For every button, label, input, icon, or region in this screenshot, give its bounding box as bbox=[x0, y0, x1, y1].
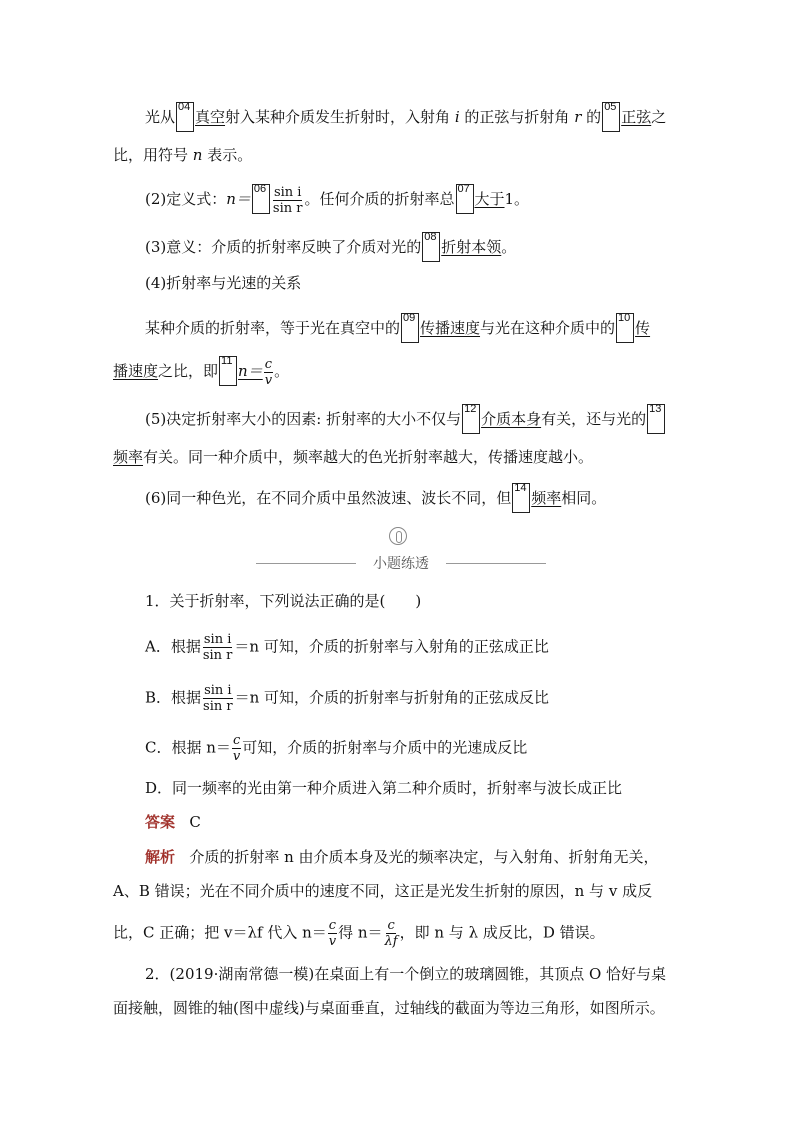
paragraph-line-4 bbox=[145, 232, 794, 262]
text: C．根据 n＝ bbox=[145, 738, 231, 757]
fraction-denominator: sin r bbox=[272, 200, 303, 216]
paragraph-line-7 bbox=[113, 356, 794, 388]
blank-box bbox=[602, 102, 620, 132]
divider-rule bbox=[446, 563, 546, 564]
text: 之比，即 bbox=[158, 362, 219, 380]
paragraph-line-8 bbox=[145, 404, 794, 434]
fraction bbox=[232, 733, 241, 764]
blank-number: 07 bbox=[457, 183, 470, 195]
formula-lhs: n＝ bbox=[238, 362, 263, 380]
fraction-denominator: λf bbox=[384, 934, 398, 949]
blank-number: 14 bbox=[514, 482, 527, 494]
formula-lhs: n＝ bbox=[226, 190, 251, 208]
answer-text: 传 bbox=[635, 319, 651, 337]
option-d bbox=[145, 777, 794, 799]
variable: r bbox=[574, 108, 582, 126]
fraction-numerator: c bbox=[387, 918, 395, 933]
analysis-label: 解析 bbox=[145, 849, 176, 866]
text: 2．(2019·湖南常德一模)在桌面上有一个倒立的玻璃圆锥，其顶点 O 恰好与桌 bbox=[145, 965, 667, 983]
text: 得 n＝ bbox=[338, 923, 383, 942]
text: 的正弦与折射角 bbox=[464, 108, 570, 126]
text: (6)同一种色光，在不同介质中虽然波速、波长不同，但 bbox=[145, 489, 512, 507]
text: 介质的折射率 n 由介质本身及光的频率决定，与入射角、折射角无关， bbox=[189, 848, 659, 866]
paragraph-line-1 bbox=[145, 102, 794, 132]
fraction-numerator: sin i bbox=[203, 632, 232, 647]
paragraph-line-6 bbox=[145, 313, 794, 343]
blank-box bbox=[176, 102, 194, 132]
paragraph-line-10 bbox=[145, 483, 794, 513]
option-c bbox=[145, 733, 794, 764]
fraction-denominator: v bbox=[232, 749, 241, 764]
option-b bbox=[145, 683, 794, 714]
answer-text: 真空 bbox=[195, 108, 226, 126]
text: ＝n 可知，介质的折射率与入射角的正弦成正比 bbox=[234, 637, 549, 656]
text: 与光在这种介质中的 bbox=[480, 319, 616, 337]
blank-box bbox=[512, 483, 530, 513]
text: 射入某种介质发生折射时，入射角 bbox=[225, 108, 451, 126]
paragraph-line-9 bbox=[113, 446, 794, 468]
fraction-numerator: sin i bbox=[273, 184, 302, 200]
text: (2)定义式： bbox=[145, 190, 227, 208]
variable: n bbox=[192, 146, 203, 164]
text: 的 bbox=[586, 108, 602, 126]
question-2-line-2 bbox=[113, 997, 794, 1019]
text: B．根据 bbox=[145, 688, 202, 707]
text: A、B 错误；光在不同介质中的速度不同，这正是光发生折射的原因，n 与 v 成反 bbox=[113, 882, 653, 900]
blank-number: 10 bbox=[618, 312, 631, 324]
variable: i bbox=[454, 108, 460, 126]
option-a bbox=[145, 632, 794, 663]
answer-value: C bbox=[189, 813, 201, 831]
text: 有关。同一种介质中，频率越大的色光折射率越大，传播速度越小。 bbox=[143, 448, 594, 466]
text: 1。 bbox=[504, 190, 530, 208]
fraction-numerator: sin i bbox=[204, 683, 232, 698]
blank-number: 09 bbox=[403, 312, 416, 324]
blank-box bbox=[616, 313, 634, 343]
blank-box bbox=[219, 356, 237, 386]
section-title: 小题练透 bbox=[373, 555, 429, 571]
blank-number: 11 bbox=[221, 355, 233, 367]
paragraph-line-2 bbox=[113, 144, 794, 166]
blank-number: 06 bbox=[253, 183, 267, 195]
fraction-denominator: sin r bbox=[202, 648, 233, 663]
analysis-line-1 bbox=[145, 846, 794, 869]
text: 可知，介质的折射率与介质中的光速成反比 bbox=[242, 738, 528, 757]
analysis-line-2 bbox=[113, 880, 794, 902]
section-badge-icon bbox=[389, 527, 407, 545]
answer-text: 正弦 bbox=[621, 108, 652, 126]
fraction-numerator: c bbox=[328, 918, 337, 933]
blank-box bbox=[252, 184, 270, 214]
text: 表示。 bbox=[207, 146, 253, 164]
blank-number: 04 bbox=[178, 101, 191, 113]
question-2-line-1 bbox=[145, 963, 794, 985]
blank-box bbox=[456, 184, 474, 214]
answer-text: 介质本身 bbox=[481, 410, 542, 428]
text: 光从 bbox=[145, 108, 176, 126]
blank-number: 05 bbox=[604, 101, 617, 113]
analysis-line-3 bbox=[113, 918, 794, 949]
answer-text: 折射本领 bbox=[441, 238, 502, 256]
paragraph-line-3 bbox=[145, 184, 794, 216]
text: ＝n 可知，介质的折射率与折射角的正弦成反比 bbox=[234, 688, 550, 707]
fraction bbox=[202, 683, 234, 714]
text: 1．关于折射率，下列说法正确的是( ) bbox=[145, 592, 422, 610]
blank-number: 12 bbox=[464, 403, 477, 415]
text: A．根据 bbox=[145, 637, 201, 656]
fraction bbox=[384, 918, 399, 949]
fraction-denominator: v bbox=[328, 934, 337, 949]
blank-box bbox=[422, 232, 440, 262]
blank-number: 08 bbox=[424, 231, 437, 243]
text: 。 bbox=[274, 362, 290, 380]
fraction-denominator: v bbox=[264, 372, 273, 388]
text: D．同一频率的光由第一种介质进入第二种介质时，折射率与波长成正比 bbox=[145, 779, 623, 797]
text: 之 bbox=[651, 108, 667, 126]
blank-box bbox=[401, 313, 419, 343]
text: 某种介质的折射率，等于光在真空中的 bbox=[145, 319, 401, 337]
text: ，即 n 与 λ 成反比，D 错误。 bbox=[399, 923, 605, 942]
text: 比，用符号 bbox=[113, 146, 189, 164]
blank-box bbox=[647, 404, 665, 434]
fraction-denominator: sin r bbox=[203, 699, 233, 714]
text: (3)意义：介质的折射率反映了介质对光的 bbox=[145, 238, 422, 256]
answer-text: 播速度 bbox=[113, 362, 159, 380]
answer-text: 频率 bbox=[113, 448, 144, 466]
fraction bbox=[272, 185, 304, 216]
answer-text: 频率 bbox=[531, 489, 562, 507]
answer-text: 大于 bbox=[474, 190, 505, 208]
fraction bbox=[202, 632, 234, 663]
fraction-numerator: c bbox=[264, 356, 273, 372]
text: (5)决定折射率大小的因素: 折射率的大小不仅与 bbox=[145, 410, 462, 428]
text: 相同。 bbox=[561, 489, 607, 507]
text: 有关，还与光的 bbox=[541, 410, 647, 428]
fraction bbox=[328, 918, 337, 949]
blank-box bbox=[462, 404, 480, 434]
text: 面接触，圆锥的轴(图中虚线)与桌面垂直，过轴线的截面为等边三角形，如图所示。 bbox=[113, 999, 665, 1017]
paragraph-line-5 bbox=[145, 272, 794, 294]
text: (4)折射率与光速的关系 bbox=[145, 274, 302, 292]
question-1-stem bbox=[145, 590, 794, 612]
answer-line bbox=[145, 811, 794, 834]
divider-rule bbox=[256, 563, 356, 564]
text: 。任何介质的折射率总 bbox=[304, 190, 455, 208]
answer-text: 传播速度 bbox=[420, 319, 481, 337]
fraction-numerator: c bbox=[232, 733, 241, 748]
answer-label: 答案 bbox=[145, 814, 176, 831]
section-divider bbox=[256, 555, 546, 571]
blank-number: 13 bbox=[649, 403, 662, 415]
fraction bbox=[264, 357, 273, 388]
text: 。 bbox=[501, 238, 517, 256]
text: 比，C 正确；把 v＝λf 代入 n＝ bbox=[113, 923, 327, 942]
